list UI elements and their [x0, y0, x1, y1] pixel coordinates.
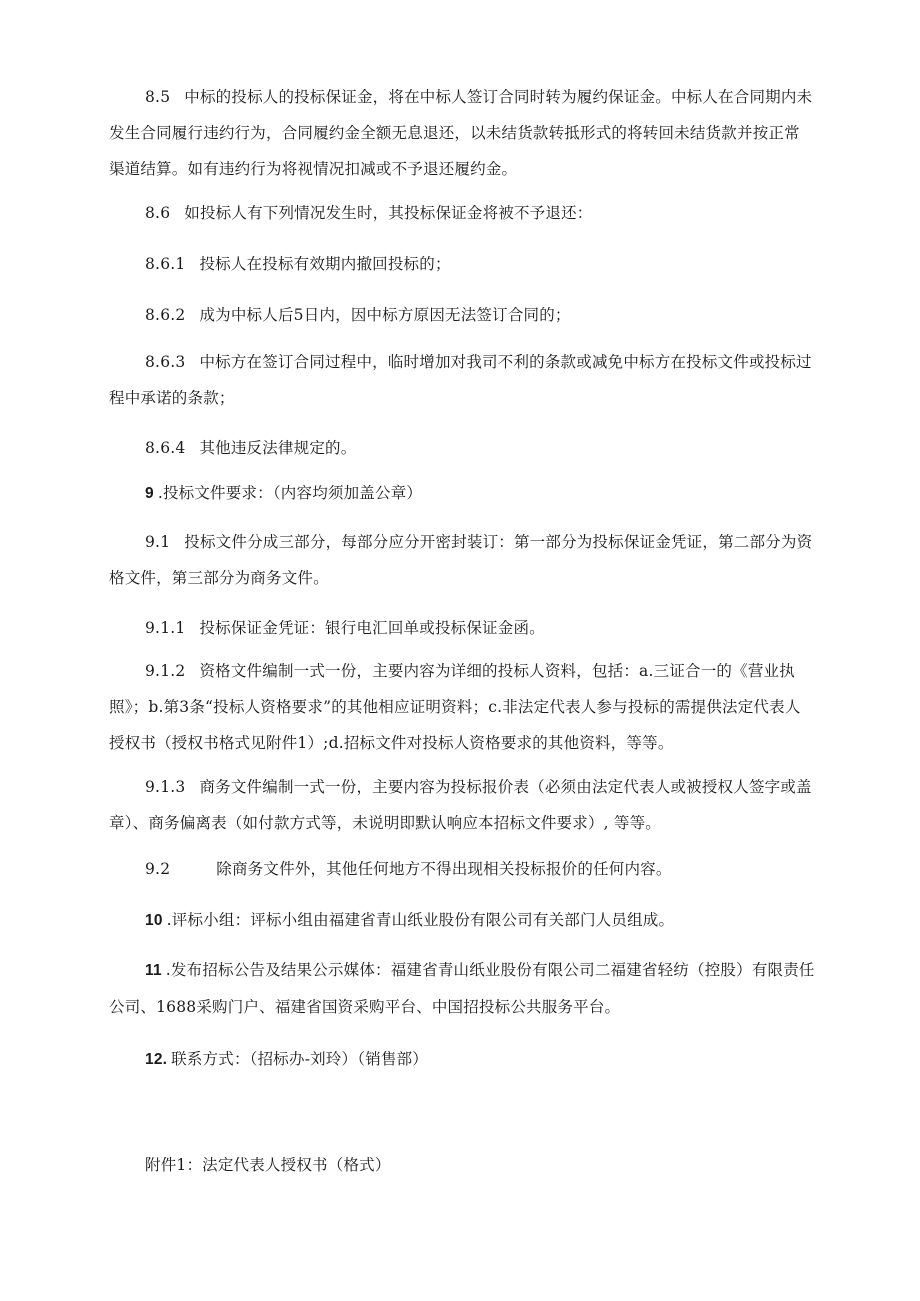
paragraph-8-6-2 — [109, 297, 815, 333]
paragraph-9-2 — [109, 851, 815, 887]
section-text: .投标文件要求：（内容均须加盖公章） — [157, 484, 423, 502]
clause-number: 8.6 — [145, 204, 171, 222]
clause-number: 9.1 — [145, 533, 171, 551]
section-text: .发布招标公告及结果公示媒体：福建省青山纸业股份有限公司二福建省轻纺（控股）有限责任公司、1688采购门户、福建省国资采购平台、中国招投标公共服务平台。 — [109, 961, 815, 1016]
paragraph-8-6-1 — [109, 246, 815, 282]
paragraph-8-6-4 — [109, 430, 815, 466]
section-9-heading — [109, 475, 815, 512]
clause-number: 8.6.1 — [145, 255, 186, 273]
section-11 — [109, 952, 815, 1025]
paragraph-8-6 — [109, 195, 815, 231]
clause-number: 8.5 — [145, 88, 171, 106]
clause-number: 8.6.3 — [145, 353, 186, 371]
paragraph-9-1-1 — [109, 610, 815, 646]
section-number: 10 — [145, 912, 163, 929]
clause-number: 9.1.1 — [145, 619, 186, 637]
paragraph-9-1-3 — [109, 769, 815, 841]
clause-text: 中标的投标人的投标保证金，将在中标人签订合同时转为履约保证金。中标人在合同期内未发生合同履行违约行为，合同履约金全额无息退还，以未结货款转抵形式的将转回未结货款并按正常渠道结算。如有违约行为将视情况扣减或不予退还履约金。 — [109, 88, 813, 178]
section-10 — [109, 902, 815, 939]
section-text: 联系方式：（招标办-刘玲）（销售部） — [171, 1050, 428, 1068]
section-number: 12. — [145, 1051, 168, 1068]
paragraph-8-6-3 — [109, 344, 815, 416]
clause-number: 9.1.3 — [145, 778, 186, 796]
clause-text: 投标文件分成三部分，每部分应分开密封装订：第一部分为投标保证金凭证，第二部分为资格文件，第三部分为商务文件。 — [109, 533, 813, 587]
clause-text: 成为中标人后5日内，因中标方原因无法签订合同的； — [199, 306, 571, 324]
clause-number: 8.6.2 — [145, 306, 186, 324]
clause-text: 如投标人有下列情况发生时，其投标保证金将被不予退还： — [184, 204, 593, 222]
clause-number: 9.1.2 — [145, 662, 186, 680]
paragraph-8-5 — [109, 79, 815, 187]
clause-text: 资格文件编制一式一份，主要内容为详细的投标人资料，包括：a.三证合一的《营业执照》；b.第3条“投标人资格要求”的其他相应证明资料；c.非法定代表人参与投标的需提供法定代表人授权书（授权书格式见附件1）;d.招标文件对投标人资格要求的其他资料，等等。 — [109, 662, 801, 752]
clause-text: 中标方在签订合同过程中，临时增加对我司不利的条款或减免中标方在投标文件或投标过程中承诺的条款； — [109, 353, 812, 407]
section-text: .评标小组：评标小组由福建省青山纸业股份有限公司有关部门人员组成。 — [166, 911, 675, 929]
section-12 — [109, 1041, 815, 1078]
clause-text: 投标人在投标有效期内撤回投标的； — [199, 255, 451, 273]
section-number: 9 — [145, 485, 154, 502]
paragraph-9-1-2 — [109, 653, 815, 761]
clause-text: 投标保证金凭证：银行电汇回单或投标保证金函。 — [199, 619, 545, 637]
clause-text: 其他违反法律规定的。 — [199, 439, 357, 457]
clause-number: 9.2 — [145, 860, 171, 878]
attachment-heading: 附件1：法定代表人授权书（格式） — [145, 1156, 391, 1174]
clause-text: 除商务文件外，其他任何地方不得出现相关投标报价的任何内容。 — [216, 860, 672, 878]
clause-text: 商务文件编制一式一份，主要内容为投标报价表（必须由法定代表人或被授权人签字或盖章）、商务偏离表（如付款方式等，未说明即默认响应本招标文件要求）, 等等。 — [109, 778, 812, 832]
clause-number: 8.6.4 — [145, 439, 186, 457]
paragraph-9-1 — [109, 524, 815, 596]
section-number: 11 — [145, 962, 162, 979]
